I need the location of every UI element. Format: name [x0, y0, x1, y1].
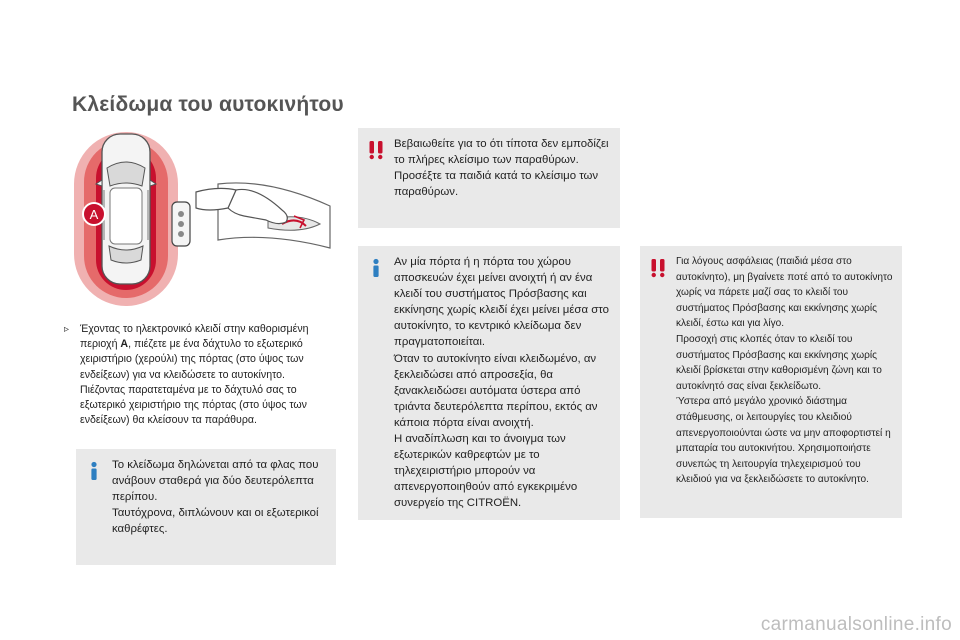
- info-icon: [368, 258, 384, 278]
- warning-box-text: Για λόγους ασφάλειας (παιδιά μέσα στο αυτοκίνητο), μη βγαίνετε ποτέ από το αυτοκίνητο χωρίς να πάρετε μαζί σας το κλειδί του συστήματος Πρόσβασης και εκκίνησης χωρίς κλειδί, έστω και για λίγο.: [676, 256, 893, 330]
- warning-icon: [650, 258, 666, 278]
- warning-box-text: Ύστερα από μεγάλο χρονικό διάστημα στάθμευσης, οι λειτουργίες του κλειδιού απενεργοποιούνται ώστε να μην αποφορτιστεί η μπαταρία του αυτοκινήτου. Χρησιμοποιήστε συνεπώς τη λειτουργία τηλεχειρισμού του κλειδιού για να ξεκλειδώσετε το αυτοκίνητο.: [676, 396, 891, 486]
- instructions: [64, 322, 342, 428]
- warning-box-text: Προσέξτε τα παιδιά κατά το κλείσιμο των παραθύρων.: [394, 170, 599, 199]
- info-box-central-locking: [358, 246, 620, 520]
- arrow-bullet-icon: ▹: [64, 324, 70, 335]
- warning-box-windows: [358, 128, 620, 228]
- svg-text:A: A: [89, 207, 99, 222]
- info-box-text: Αν μία πόρτα ή η πόρτα του χώρου αποσκευών έχει μείνει ανοιχτή ή αν ένα κλειδί του συστήματος Πρόσβασης και εκκίνησης χωρίς κλειδί έχει μείνει μέσα στο αυτοκίνητο, το κεντρικό κλείδωμα δεν πραγματοποιείται.: [394, 256, 609, 349]
- instruction-step-1: Έχοντας το ηλεκτρονικό κλειδί στην καθορισμένη περιοχή A, πιέζετε με ένα δάχτυλο το εξωτερικό χειριστήριο (χερούλι) της πόρτας (στο ύψος των ενδείξεων) για να κλειδώσετε το αυτοκίνητο.: [80, 323, 309, 381]
- info-icon: [86, 461, 102, 481]
- warning-box-text: Βεβαιωθείτε για το ότι τίποτα δεν εμποδίζει το πλήρες κλείσιμο των παραθύρων.: [394, 138, 609, 167]
- key-fob-icon: [172, 202, 190, 246]
- info-box-text: Το κλείδωμα δηλώνεται από τα φλας που ανάβουν σταθερά για δύο δευτερόλεπτα περίπου.: [112, 459, 319, 504]
- info-box-text: Όταν το αυτοκίνητο είναι κλειδωμένο, αν ξεκλειδώσει από απροσεξία, θα ξανακλειδώσει αυτόματα ύστερα από τριάντα δευτερόλεπτα περίπου, εκτός αν κάποια πόρτα είναι ανοιχτή.: [394, 352, 598, 429]
- zone-label-a: [83, 203, 105, 225]
- car-top-view-icon: [96, 134, 156, 284]
- warning-icon: [368, 140, 384, 160]
- illustration-locking: [68, 128, 340, 308]
- info-box-text: Η αναδίπλωση και το άνοιγμα των εξωτερικών καθρεφτών με το τηλεχειριστήριο μπορούν να απενεργοποιηθούν από εγκεκριμένο συνεργείο της CITROËN.: [394, 433, 578, 510]
- warning-box-text: Προσοχή στις κλοπές όταν το κλειδί του συστήματος Πρόσβασης και εκκίνησης χωρίς κλειδί βρίσκεται στην καθορισμένη ζώνη και το αυτοκίνητό σας είναι ξεκλείδωτο.: [676, 333, 882, 392]
- info-box-text: Ταυτόχρονα, διπλώνουν και οι εξωτερικοί καθρέφτες.: [112, 507, 319, 536]
- info-box-locking-signal: [76, 449, 336, 565]
- instruction-step-2: Πιέζοντας παρατεταμένα με το δάχτυλό σας το εξωτερικό χειριστήριο της πόρτας (στο ύψος των ενδείξεων) θα κλείσουν τα παράθυρα.: [80, 383, 307, 427]
- watermark: carmanualsonline.info: [760, 614, 952, 635]
- page-title: Κλείδωμα του αυτοκινήτου: [72, 93, 344, 116]
- warning-box-safety: [640, 246, 902, 518]
